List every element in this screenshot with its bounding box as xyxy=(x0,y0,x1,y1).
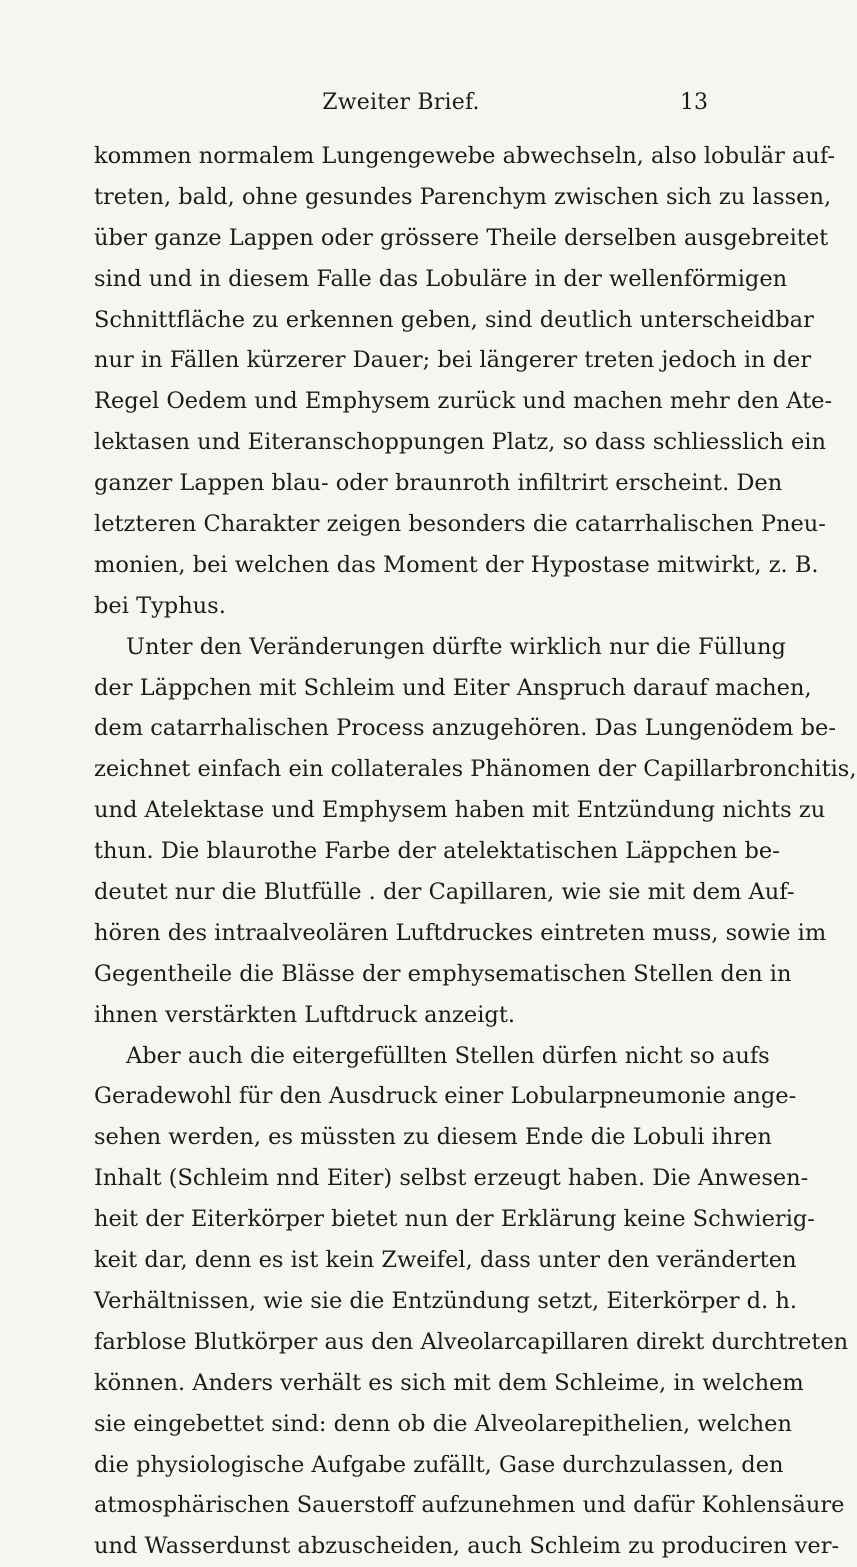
text-line: deutet nur die Blutfülle . der Capillaren, wie sie mit dem Auf- xyxy=(94,879,795,906)
text-line: Aber auch die eitergefüllten Stellen dürfen nicht so aufs xyxy=(126,1042,770,1069)
text-line: und Atelektase und Emphysem haben mit Entzündung nichts zu xyxy=(94,797,826,824)
body-text xyxy=(94,136,857,1567)
text-line: lektasen und Eiteranschoppungen Platz, so dass schliesslich ein xyxy=(94,429,826,456)
text-line: Geradewohl für den Ausdruck einer Lobularpneumonie ange- xyxy=(94,1083,797,1110)
text-line: zeichnet einfach ein collaterales Phänomen der Capillarbronchitis, xyxy=(94,756,857,783)
page-number: 13 xyxy=(680,90,708,115)
text-line: sie eingebettet sind: denn ob die Alveolarepithelien, welchen xyxy=(94,1410,792,1437)
text-line: hören des intraalveolären Luftdruckes eintreten muss, sowie im xyxy=(94,919,827,946)
text-line: und Wasserdunst abzuscheiden, auch Schleim zu produciren ver- xyxy=(94,1533,840,1560)
text-line: thun. Die blaurothe Farbe der atelektatischen Läppchen be- xyxy=(94,838,780,865)
text-line: können. Anders verhält es sich mit dem Schleime, in welchem xyxy=(94,1369,804,1396)
text-line: bei Typhus. xyxy=(94,592,226,619)
text-line: letzteren Charakter zeigen besonders die catarrhalischen Pneu- xyxy=(94,511,826,538)
text-line: Verhältnissen, wie sie die Entzündung setzt, Eiterkörper d. h. xyxy=(94,1287,797,1314)
text-line: keit dar, denn es ist kein Zweifel, dass unter den veränderten xyxy=(94,1247,797,1274)
text-line: Inhalt (Schleim nnd Eiter) selbst erzeugt haben. Die Anwesen- xyxy=(94,1165,809,1192)
text-line: Unter den Veränderungen dürfte wirklich nur die Füllung xyxy=(126,633,786,660)
running-head xyxy=(94,80,708,120)
text-line: der Läppchen mit Schleim und Eiter Anspruch darauf machen, xyxy=(94,674,812,701)
text-line: heit der Eiterkörper bietet nun der Erklärung keine Schwierig- xyxy=(94,1206,815,1233)
text-line: sehen werden, es müssten zu diesem Ende die Lobuli ihren xyxy=(94,1124,772,1151)
text-line: dem catarrhalischen Process anzugehören. Das Lungenödem be- xyxy=(94,715,836,742)
text-line: ganzer Lappen blau- oder braunroth infiltrirt erscheint. Den xyxy=(94,470,783,497)
text-line: farblose Blutkörper aus den Alveolarcapillaren direkt durchtreten xyxy=(94,1328,849,1355)
text-line: Schnittfläche zu erkennen geben, sind deutlich unterscheidbar xyxy=(94,306,814,333)
text-line: kommen normalem Lungengewebe abwechseln, also lobulär auf- xyxy=(94,143,836,169)
text-line: die physiologische Aufgabe zufällt, Gase durchzulassen, den xyxy=(94,1451,784,1478)
text-line: atmosphärischen Sauerstoff aufzunehmen und dafür Kohlensäure xyxy=(94,1492,845,1519)
text-line: Gegentheile die Blässe der emphysematischen Stellen den in xyxy=(94,960,792,987)
text-line: sind und in diesem Falle das Lobuläre in der wellenförmigen xyxy=(94,265,788,292)
running-title: Zweiter Brief. xyxy=(322,90,480,115)
text-line: ihnen verstärkten Luftdruck anzeigt. xyxy=(94,1001,516,1028)
text-line: treten, bald, ohne gesundes Parenchym zwischen sich zu lassen, xyxy=(94,183,832,210)
text-line: monien, bei welchen das Moment der Hypostase mitwirkt, z. B. xyxy=(94,551,819,578)
text-line: Regel Oedem und Emphysem zurück und machen mehr den Ate- xyxy=(94,388,833,415)
text-line: über ganze Lappen oder grössere Theile derselben ausgebreitet xyxy=(94,224,829,251)
text-line: nur in Fällen kürzerer Dauer; bei längerer treten jedoch in der xyxy=(94,347,812,374)
